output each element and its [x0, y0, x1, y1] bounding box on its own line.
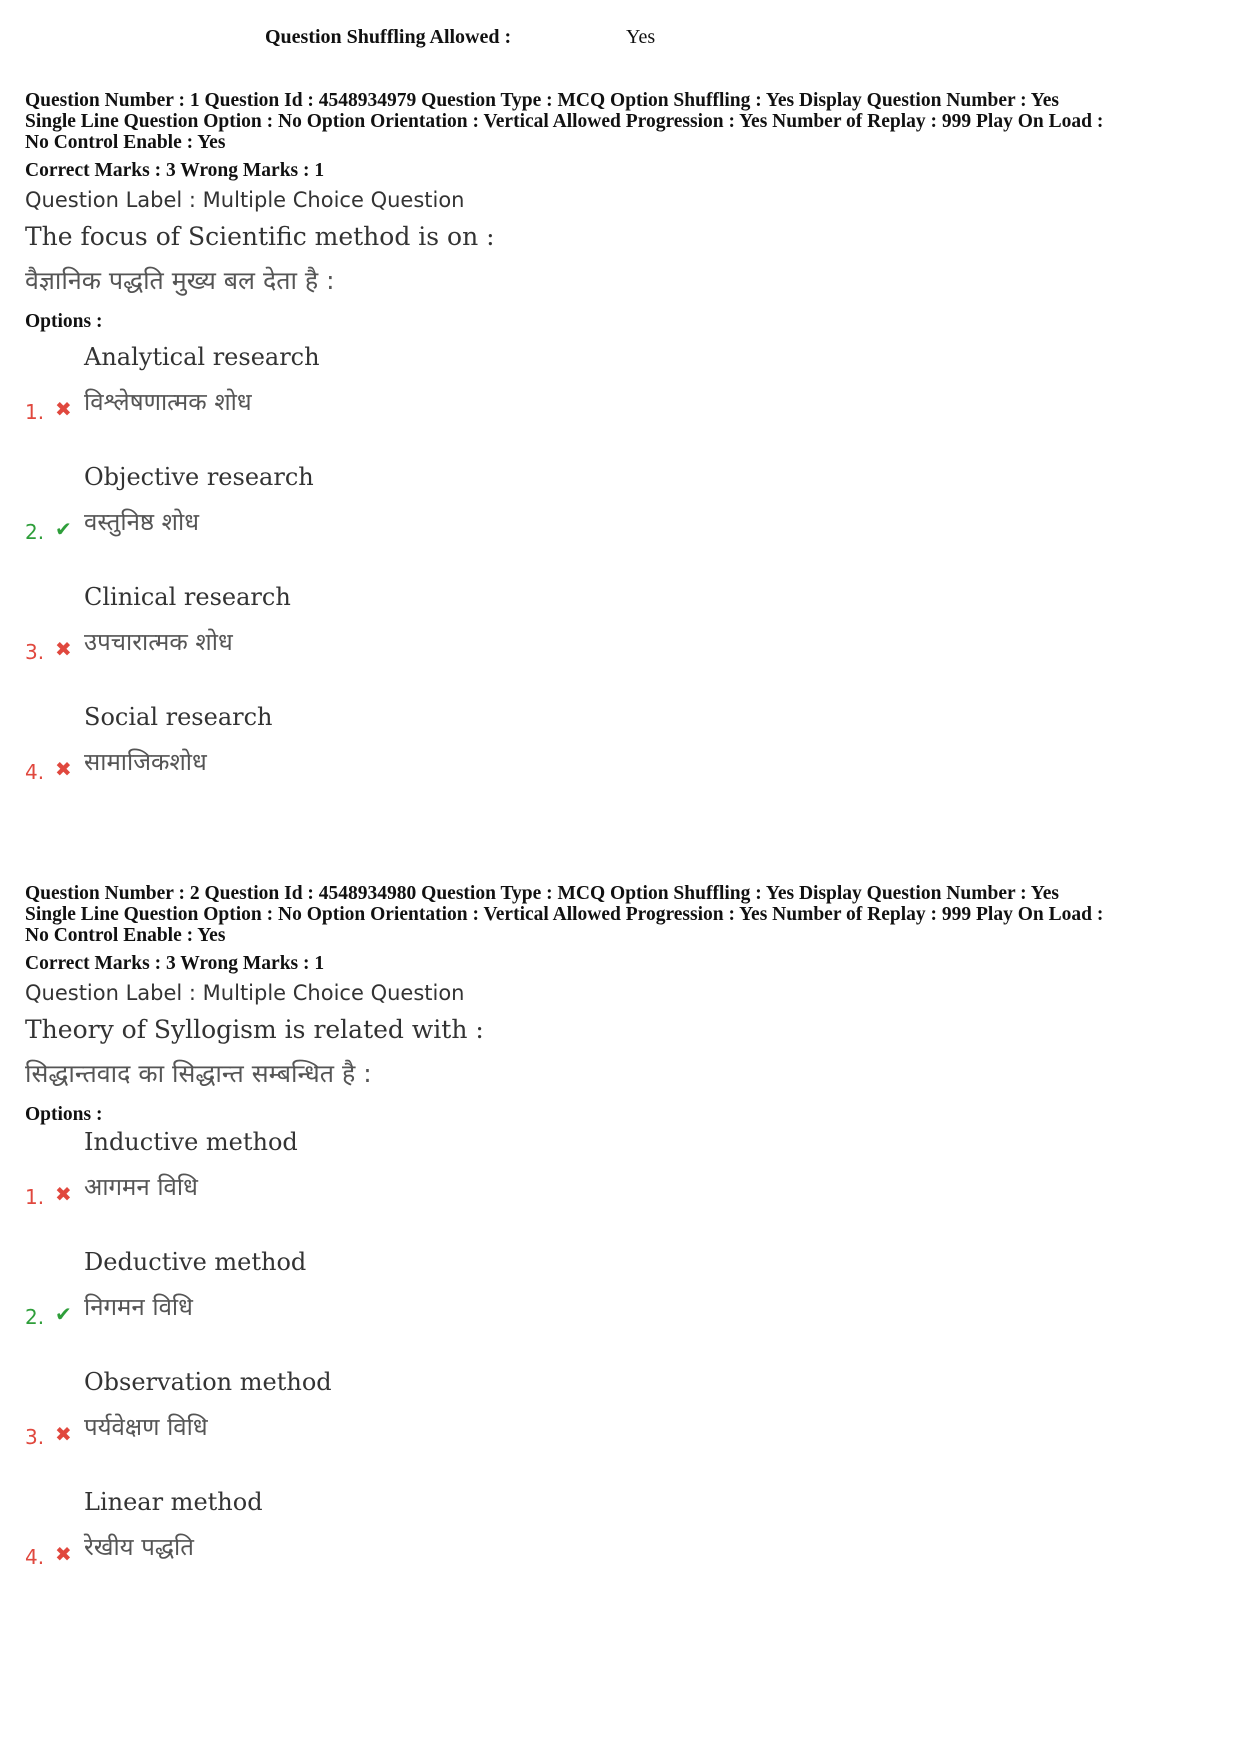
option-number: 3. [25, 1425, 45, 1449]
option-text-english: Deductive method [84, 1248, 307, 1276]
options-label: Options : [25, 1104, 103, 1125]
option-text-english: Inductive method [84, 1128, 298, 1156]
option-text-hindi: उपचारात्मक शोध [84, 628, 233, 656]
options-label: Options : [25, 311, 103, 332]
option-number: 3. [25, 640, 45, 664]
option-item [25, 693, 1225, 813]
option-number: 1. [25, 1185, 45, 1209]
option-number: 4. [25, 760, 45, 784]
checkmark-icon: ✔ [55, 1302, 72, 1326]
question-meta-line: No Control Enable : Yes [25, 925, 226, 946]
question-label: Question Label : Multiple Choice Question [25, 188, 465, 212]
option-text-english: Observation method [84, 1368, 332, 1396]
option-item [25, 1478, 1225, 1598]
option-text-english: Linear method [84, 1488, 263, 1516]
question-shuffling-label: Question Shuffling Allowed : [265, 26, 512, 48]
question-text-english: Theory of Syllogism is related with : [25, 1015, 484, 1044]
option-text-english: Analytical research [84, 343, 320, 371]
option-text-english: Clinical research [84, 583, 291, 611]
options-list [25, 1118, 1225, 1598]
option-item [25, 453, 1225, 573]
question-meta-line: Question Number : 2 Question Id : 4548934980 Question Type : MCQ Option Shuffling : Yes Display Question Number : Yes [25, 883, 1059, 904]
option-number: 2. [25, 520, 45, 544]
option-item [25, 1118, 1225, 1238]
question-meta-line: Single Line Question Option : No Option Orientation : Vertical Allowed Progression : Yes Number of Replay : 999 Play On Load : [25, 111, 1104, 132]
question-text-hindi: सिद्धान्तवाद का सिद्धान्त सम्बन्धित है : [25, 1059, 372, 1088]
question-shuffling-value: Yes [626, 26, 656, 48]
options-list [25, 333, 1225, 813]
option-text-hindi: वस्तुनिष्ठ शोध [84, 508, 199, 536]
cross-icon: ✖ [55, 397, 72, 421]
option-item [25, 1238, 1225, 1358]
option-number: 4. [25, 1545, 45, 1569]
cross-icon: ✖ [55, 757, 72, 781]
cross-icon: ✖ [55, 637, 72, 661]
option-number: 2. [25, 1305, 45, 1329]
option-text-hindi: पर्यवेक्षण विधि [84, 1413, 208, 1441]
question-text-hindi: वैज्ञानिक पद्धति मुख्य बल देता है : [25, 266, 335, 295]
option-text-english: Social research [84, 703, 273, 731]
question-text-english: The focus of Scientific method is on : [25, 222, 495, 251]
question-label: Question Label : Multiple Choice Question [25, 981, 465, 1005]
checkmark-icon: ✔ [55, 517, 72, 541]
question-meta-line: Single Line Question Option : No Option Orientation : Vertical Allowed Progression : Yes Number of Replay : 999 Play On Load : [25, 904, 1104, 925]
question-block-1 [25, 90, 1225, 813]
question-meta-line: Question Number : 1 Question Id : 4548934979 Question Type : MCQ Option Shuffling : Yes Display Question Number : Yes [25, 90, 1059, 111]
option-item [25, 333, 1225, 453]
cross-icon: ✖ [55, 1542, 72, 1566]
option-text-hindi: सामाजिकशोध [84, 748, 207, 776]
cross-icon: ✖ [55, 1422, 72, 1446]
option-text-hindi: आगमन विधि [84, 1173, 198, 1201]
option-item [25, 1358, 1225, 1478]
marks-line: Correct Marks : 3 Wrong Marks : 1 [25, 160, 325, 181]
option-text-hindi: निगमन विधि [84, 1293, 193, 1321]
question-block-2 [25, 883, 1225, 1598]
marks-line: Correct Marks : 3 Wrong Marks : 1 [25, 953, 325, 974]
option-item [25, 573, 1225, 693]
cross-icon: ✖ [55, 1182, 72, 1206]
option-number: 1. [25, 400, 45, 424]
question-meta-line: No Control Enable : Yes [25, 132, 226, 153]
option-text-hindi: रेखीय पद्धति [84, 1533, 194, 1561]
option-text-hindi: विश्लेषणात्मक शोध [84, 388, 252, 416]
option-text-english: Objective research [84, 463, 314, 491]
